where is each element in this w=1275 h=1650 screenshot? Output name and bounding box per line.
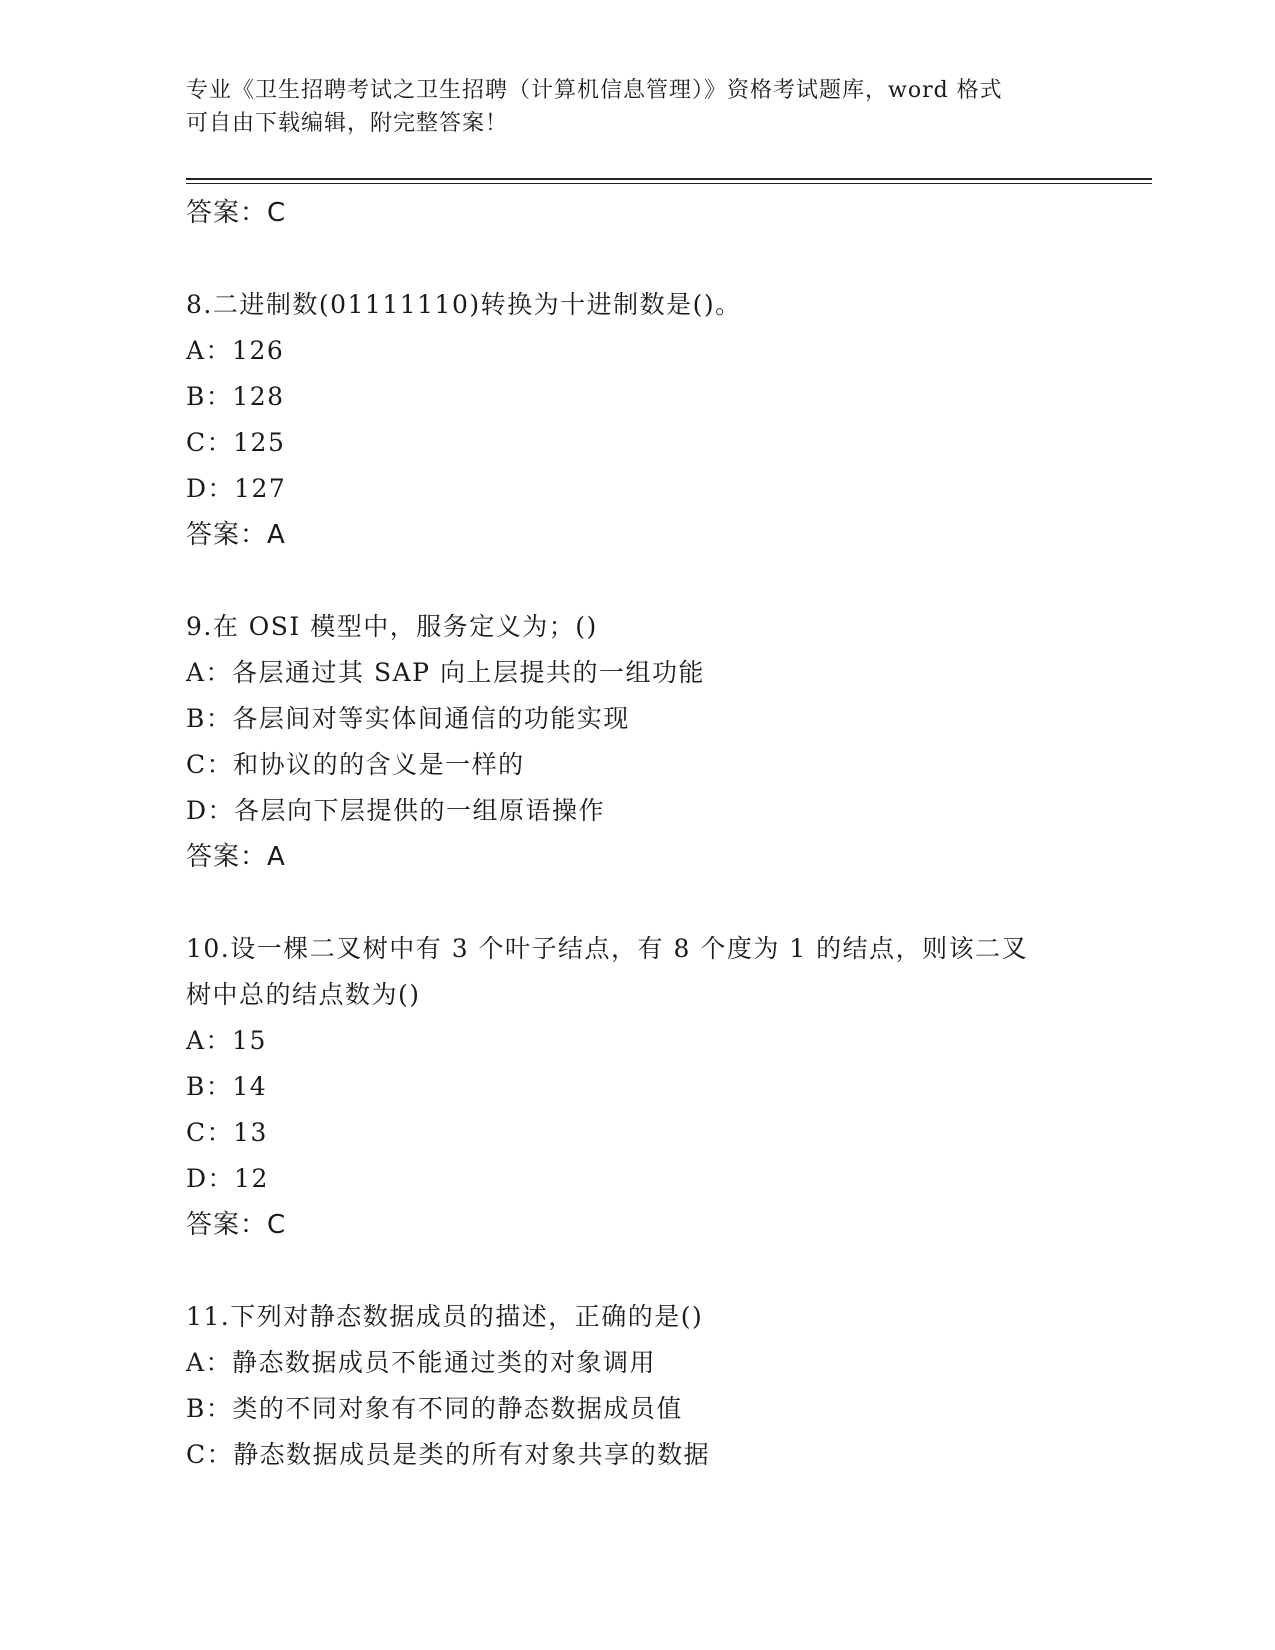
spacer (186, 236, 1126, 282)
answer-line: 答案：C (186, 1210, 287, 1240)
header-line-2: 可自由下载编辑，附完整答案！ (186, 111, 509, 136)
option-b: B：14 (186, 1072, 268, 1101)
question-stem-line-2: 树中总的结点数为() (186, 980, 421, 1009)
option-d: D：127 (186, 474, 287, 503)
question-stem: 9.在 OSI 模型中，服务定义为；() (186, 612, 598, 641)
option-c: C：静态数据成员是类的所有对象共享的数据 (186, 1440, 711, 1469)
option-c: C：125 (186, 428, 286, 457)
option-a: A：15 (186, 1026, 267, 1055)
option-a: A：各层通过其 SAP 向上层提共的一组功能 (186, 658, 705, 687)
header-line-1: 专业《卫生招聘考试之卫生招聘（计算机信息管理）》资格考试题库，word 格式 (186, 78, 1003, 103)
spacer (186, 558, 1126, 604)
document-header (186, 74, 1066, 140)
header-divider-thin (186, 183, 1152, 184)
option-d: D：12 (186, 1164, 269, 1193)
question-block-10 (186, 926, 1126, 1248)
spacer (186, 880, 1126, 926)
question-block-11 (186, 1294, 1126, 1478)
question-block-8 (186, 282, 1126, 558)
option-b: B：各层间对等实体间通信的功能实现 (186, 704, 630, 733)
option-b: B：128 (186, 382, 285, 411)
question-stem: 8.二进制数(01111110)转换为十进制数是()。 (186, 290, 742, 319)
option-a: A：126 (186, 336, 285, 365)
option-a: A：静态数据成员不能通过类的对象调用 (186, 1348, 657, 1377)
option-c: C：13 (186, 1118, 268, 1147)
question-stem-line-1: 10.设一棵二叉树中有 3 个叶子结点，有 8 个度为 1 的结点，则该二叉 (186, 934, 1029, 963)
option-d: D：各层向下层提供的一组原语操作 (186, 796, 606, 825)
question-stem: 11.下列对静态数据成员的描述，正确的是() (186, 1302, 704, 1331)
answer-line: 答案：A (186, 520, 286, 550)
option-b: B：类的不同对象有不同的静态数据成员值 (186, 1394, 683, 1423)
answer-line: 答案：C (186, 198, 287, 228)
question-list (186, 190, 1126, 1478)
option-c: C：和协议的的含义是一样的 (186, 750, 525, 779)
header-divider-thick (186, 178, 1152, 180)
question-block-9 (186, 604, 1126, 880)
spacer (186, 1248, 1126, 1294)
answer-line: 答案：A (186, 842, 286, 872)
